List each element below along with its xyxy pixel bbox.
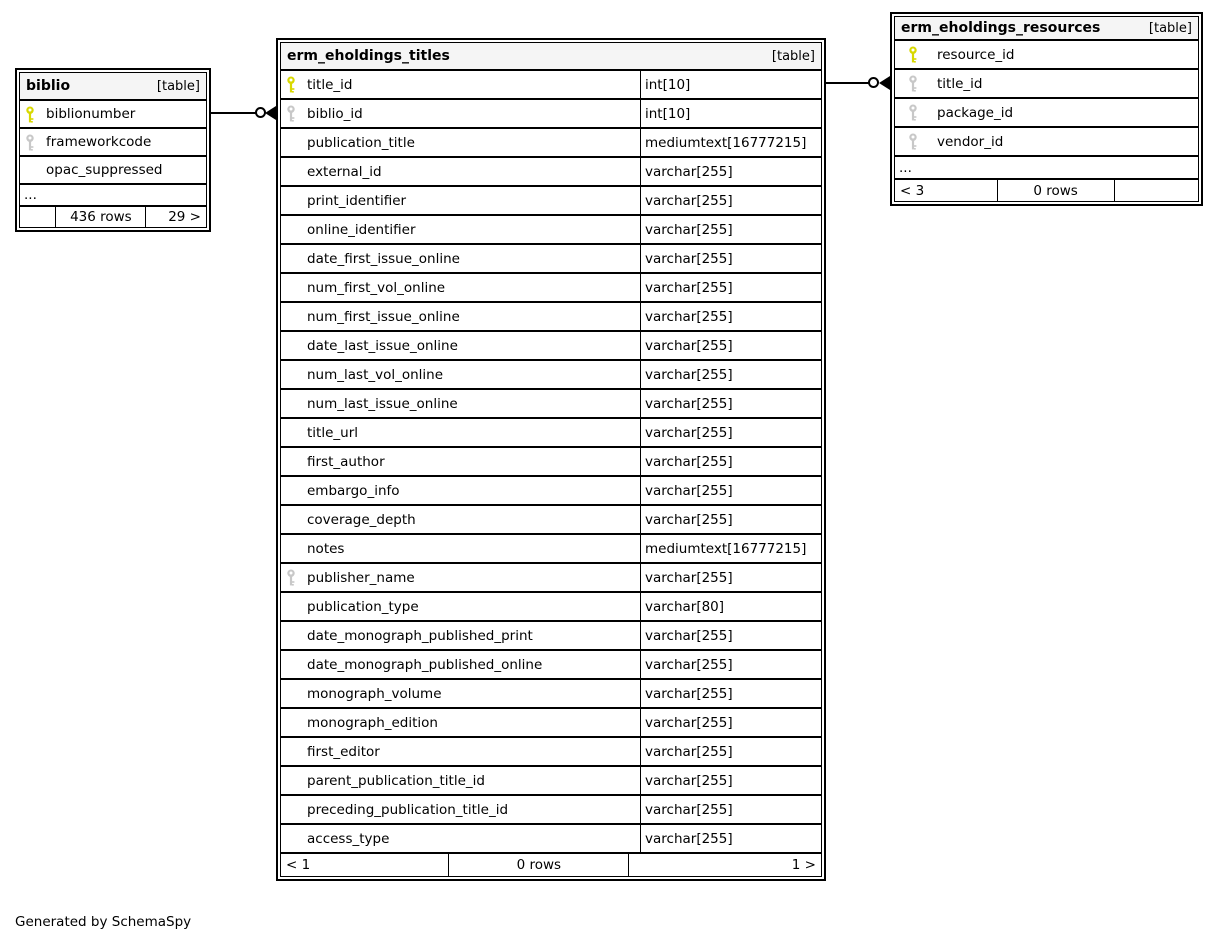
column-row-monograph_volume — [280, 679, 822, 708]
column-type: mediumtext[16777215] — [640, 129, 821, 156]
column-type: int[10] — [640, 71, 821, 98]
table-header[interactable] — [19, 72, 207, 100]
column-row-resource_id — [894, 40, 1199, 69]
cardinality-circle-icon — [868, 77, 879, 88]
ellipsis-row: ... — [19, 184, 207, 206]
footer-row-count: 0 rows — [997, 180, 1115, 201]
relationship-line-titles-resources — [826, 82, 871, 84]
column-row-num_first_issue_online — [280, 302, 822, 331]
column-type: varchar[255] — [640, 187, 821, 214]
column-name: num_last_issue_online — [307, 395, 458, 412]
column-name: title_id — [307, 76, 353, 93]
column-name: parent_publication_title_id — [307, 772, 485, 789]
footer-next-count: 1 > — [791, 857, 816, 873]
column-type: varchar[255] — [640, 709, 821, 736]
column-type: varchar[255] — [640, 564, 821, 591]
column-row-preceding_publication_title_id — [280, 795, 822, 824]
primary-key-icon — [20, 106, 46, 123]
column-row-biblio_id — [280, 99, 822, 128]
column-row-embargo_info — [280, 476, 822, 505]
table-header[interactable] — [280, 42, 822, 70]
foreign-key-icon — [895, 75, 937, 92]
column-row-access_type — [280, 824, 822, 853]
column-row-monograph_edition — [280, 708, 822, 737]
column-row-date_monograph_published_print — [280, 621, 822, 650]
column-row-parent_publication_title_id — [280, 766, 822, 795]
column-name: num_first_issue_online — [307, 308, 460, 325]
column-row-date_last_issue_online — [280, 331, 822, 360]
column-type: varchar[255] — [640, 738, 821, 765]
column-name: monograph_volume — [307, 685, 442, 702]
column-name: first_author — [307, 453, 385, 470]
column-type: varchar[255] — [640, 303, 821, 330]
column-row-publisher_name — [280, 563, 822, 592]
entity-biblio[interactable] — [15, 68, 211, 232]
column-row-date_monograph_published_online — [280, 650, 822, 679]
footer-next-count — [1115, 180, 1198, 201]
column-name: title_id — [937, 75, 983, 92]
table-name[interactable]: erm_eholdings_resources — [901, 20, 1101, 36]
column-type: varchar[255] — [640, 419, 821, 446]
column-type: varchar[255] — [640, 245, 821, 272]
table-name[interactable]: biblio — [26, 78, 71, 94]
column-type: varchar[255] — [640, 506, 821, 533]
column-name: print_identifier — [307, 192, 407, 209]
entity-erm-eholdings-resources[interactable] — [890, 12, 1203, 206]
column-name: monograph_edition — [307, 714, 438, 731]
foreign-key-icon — [281, 569, 307, 586]
column-row-package_id — [894, 98, 1199, 127]
foreign-key-icon — [281, 105, 307, 122]
column-row-online_identifier — [280, 215, 822, 244]
column-row-publication_title — [280, 128, 822, 157]
table-header[interactable] — [894, 16, 1199, 40]
foreign-key-icon — [895, 133, 937, 150]
column-name: date_first_issue_online — [307, 250, 460, 267]
column-type: varchar[255] — [640, 390, 821, 417]
column-type: varchar[255] — [640, 622, 821, 649]
column-row-title_id — [280, 70, 822, 99]
foreign-key-icon — [20, 134, 46, 151]
column-type: varchar[255] — [640, 332, 821, 359]
column-type: int[10] — [640, 100, 821, 127]
column-name: preceding_publication_title_id — [307, 801, 509, 818]
crows-foot-icon — [265, 106, 276, 120]
column-type: varchar[255] — [640, 680, 821, 707]
column-name: date_monograph_published_print — [307, 627, 533, 644]
column-name: embargo_info — [307, 482, 400, 499]
column-row-title_url — [280, 418, 822, 447]
table-type-tag: [table] — [1148, 20, 1192, 36]
column-type: varchar[255] — [640, 448, 821, 475]
table-type-tag: [table] — [156, 78, 200, 94]
table-footer — [280, 853, 822, 877]
column-row-num_last_vol_online — [280, 360, 822, 389]
column-type: varchar[255] — [640, 158, 821, 185]
column-name: resource_id — [937, 46, 1015, 63]
column-name: first_editor — [307, 743, 380, 760]
column-row-first_editor — [280, 737, 822, 766]
column-row-num_first_vol_online — [280, 273, 822, 302]
column-name: date_monograph_published_online — [307, 656, 543, 673]
column-name: opac_suppressed — [46, 162, 163, 178]
column-name: publisher_name — [307, 569, 415, 586]
column-name: date_last_issue_online — [307, 337, 458, 354]
table-type-tag: [table] — [771, 48, 815, 64]
column-row-notes — [280, 534, 822, 563]
footer-prev-count — [20, 207, 55, 227]
column-name: biblionumber — [46, 106, 136, 122]
column-name: online_identifier — [307, 221, 416, 238]
footer-row-count: 0 rows — [448, 854, 629, 876]
primary-key-icon — [895, 46, 937, 63]
table-footer — [19, 206, 207, 228]
primary-key-icon — [281, 76, 307, 93]
generator-note: Generated by SchemaSpy — [15, 914, 192, 930]
column-row-opac_suppressed — [19, 156, 207, 184]
column-type: varchar[255] — [640, 651, 821, 678]
table-name[interactable]: erm_eholdings_titles — [287, 48, 450, 64]
column-name: access_type — [307, 830, 390, 847]
column-row-publication_type — [280, 592, 822, 621]
column-row-coverage_depth — [280, 505, 822, 534]
column-name: title_url — [307, 424, 359, 441]
entity-erm-eholdings-titles[interactable] — [276, 38, 826, 881]
column-type: varchar[255] — [640, 825, 821, 852]
column-type: varchar[255] — [640, 477, 821, 504]
column-row-title_id — [894, 69, 1199, 98]
column-name: vendor_id — [937, 133, 1004, 150]
crows-foot-icon — [879, 76, 890, 90]
column-type: varchar[80] — [640, 593, 821, 620]
column-name: publication_type — [307, 598, 419, 615]
column-row-num_last_issue_online — [280, 389, 822, 418]
ellipsis-row: ... — [894, 156, 1199, 179]
table-footer — [894, 179, 1199, 202]
footer-row-count: 436 rows — [55, 207, 146, 227]
column-row-frameworkcode — [19, 128, 207, 156]
footer-next-count: 29 > — [168, 209, 201, 225]
relationship-line-biblio-titles — [211, 112, 258, 114]
column-type: varchar[255] — [640, 216, 821, 243]
column-row-print_identifier — [280, 186, 822, 215]
column-name: biblio_id — [307, 105, 363, 122]
footer-prev-count: < 1 — [286, 857, 311, 873]
column-name: publication_title — [307, 134, 415, 151]
column-name: num_first_vol_online — [307, 279, 446, 296]
column-type: varchar[255] — [640, 796, 821, 823]
column-row-date_first_issue_online — [280, 244, 822, 273]
column-row-first_author — [280, 447, 822, 476]
footer-prev-count: < 3 — [900, 182, 925, 199]
column-row-biblionumber — [19, 100, 207, 128]
column-row-vendor_id — [894, 127, 1199, 156]
column-type: varchar[255] — [640, 274, 821, 301]
column-name: num_last_vol_online — [307, 366, 444, 383]
column-type: varchar[255] — [640, 361, 821, 388]
column-name: external_id — [307, 163, 382, 180]
column-name: coverage_depth — [307, 511, 416, 528]
foreign-key-icon — [895, 104, 937, 121]
column-type: varchar[255] — [640, 767, 821, 794]
column-row-external_id — [280, 157, 822, 186]
column-name: frameworkcode — [46, 134, 152, 150]
column-name: package_id — [937, 104, 1014, 121]
column-name: notes — [307, 540, 345, 557]
column-type: mediumtext[16777215] — [640, 535, 821, 562]
